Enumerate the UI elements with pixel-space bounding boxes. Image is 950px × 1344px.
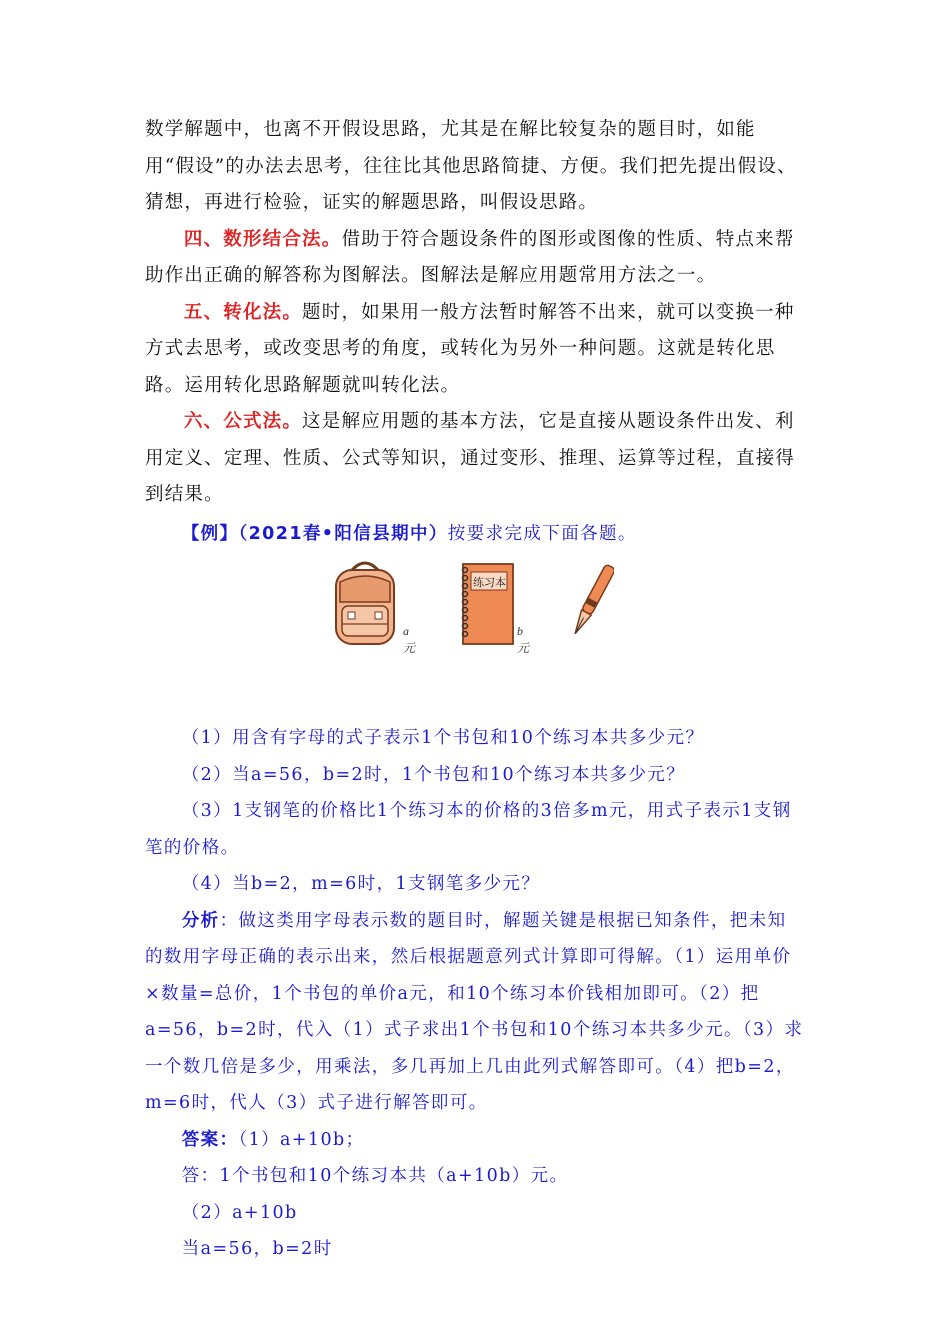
example-prompt: 按要求完成下面各题。 bbox=[447, 523, 637, 544]
question-4: （4）当b=2，m=6时，1支钢笔多少元？ bbox=[181, 874, 541, 894]
example-images bbox=[145, 554, 805, 704]
method-six-text: 这是解应用题的基本方法，它是直接从题设条件出发、利用定义、定理、性质、公式等知识，通过变形、推理、运算等过程，直接得到结果。 bbox=[145, 411, 796, 505]
example-heading bbox=[145, 516, 805, 553]
analysis-label: 分析 bbox=[181, 910, 220, 931]
answer-line-3: （2）a+10b bbox=[181, 1202, 298, 1223]
answer-label: 答案： bbox=[181, 1129, 239, 1150]
answer-line-4: 当a=56，b=2时 bbox=[181, 1239, 333, 1259]
question-1: （1）用含有字母的式子表示1个书包和10个练习本共多少元？ bbox=[181, 728, 705, 748]
method-five-text: 题时，如果用一般方法暂时解答不出来，就可以变换一种方式去思考，或改变思考的角度，或转化为另外一种问题。这就是转化思路。运用转化思路解题就叫转化法。 bbox=[145, 301, 795, 396]
analysis-text: ：做这类用字母表示数的题目时，解题关键是根据已知条件，把未知的数用字母正确的表示出来，然后根据题意列式计算即可得解。（1）运用单价×数量=总价，1个书包的单价a元，和10个练习本价钱相加即可。（2）把a=56，b=2时，代入（1）式子求出1个书包和10个练习本共多少元。（3）求一个数几倍是多少，用乘法，多几再加上几由此列式解答即可。（4）把b=2，m=6时，代人（3）式子进行解答即可。 bbox=[145, 910, 804, 1113]
question-3: （3）1支钢笔的价格比1个练习本的价格的3倍多m元，用式子表示1支钢笔的价格。 bbox=[145, 801, 792, 858]
method-four bbox=[145, 222, 805, 295]
backpack-image bbox=[330, 560, 416, 655]
backpack-icon bbox=[330, 560, 400, 648]
document-page bbox=[145, 112, 805, 1268]
notebook-price: b元 bbox=[517, 624, 530, 655]
method-six-title: 六、公式法。 bbox=[183, 411, 303, 432]
method-five-title: 五、转化法。 bbox=[183, 301, 303, 323]
backpack-price: a元 bbox=[403, 624, 416, 655]
pen-image bbox=[570, 560, 614, 650]
example-tag: 【例】 bbox=[181, 523, 239, 544]
question-2: （2）当a=56，b=2时，1个书包和10个练习本共多少元？ bbox=[181, 764, 686, 785]
method-five bbox=[145, 295, 805, 405]
notebook-label: 练习本 bbox=[473, 576, 506, 589]
pen-icon bbox=[570, 560, 614, 646]
example-source: （2021春•阳信县期中） bbox=[238, 523, 448, 544]
answer-line-2: 答：1个书包和10个练习本共（a+10b）元。 bbox=[181, 1166, 569, 1186]
method-four-title: 四、数形结合法。 bbox=[183, 228, 342, 250]
notebook-image bbox=[459, 562, 530, 655]
answer-line-1 bbox=[145, 1122, 805, 1159]
method-four-text: 借助于符合题设条件的图形或图像的性质、特点来帮助作出正确的解答称为图解法。图解法是解应用题常用方法之一。 bbox=[145, 228, 795, 286]
analysis-paragraph bbox=[145, 903, 805, 1122]
answer-text-1: （1）a+10b； bbox=[238, 1129, 365, 1150]
intro-paragraph: 数学解题中，也离不开假设思路，尤其是在解比较复杂的题目时，如能用“假设”的办法去思考，往往比其他思路简捷、方便。我们把先提出假设、猜想，再进行检验，证实的解题思路，叫假设思路。 bbox=[145, 119, 797, 213]
method-six bbox=[145, 404, 805, 514]
